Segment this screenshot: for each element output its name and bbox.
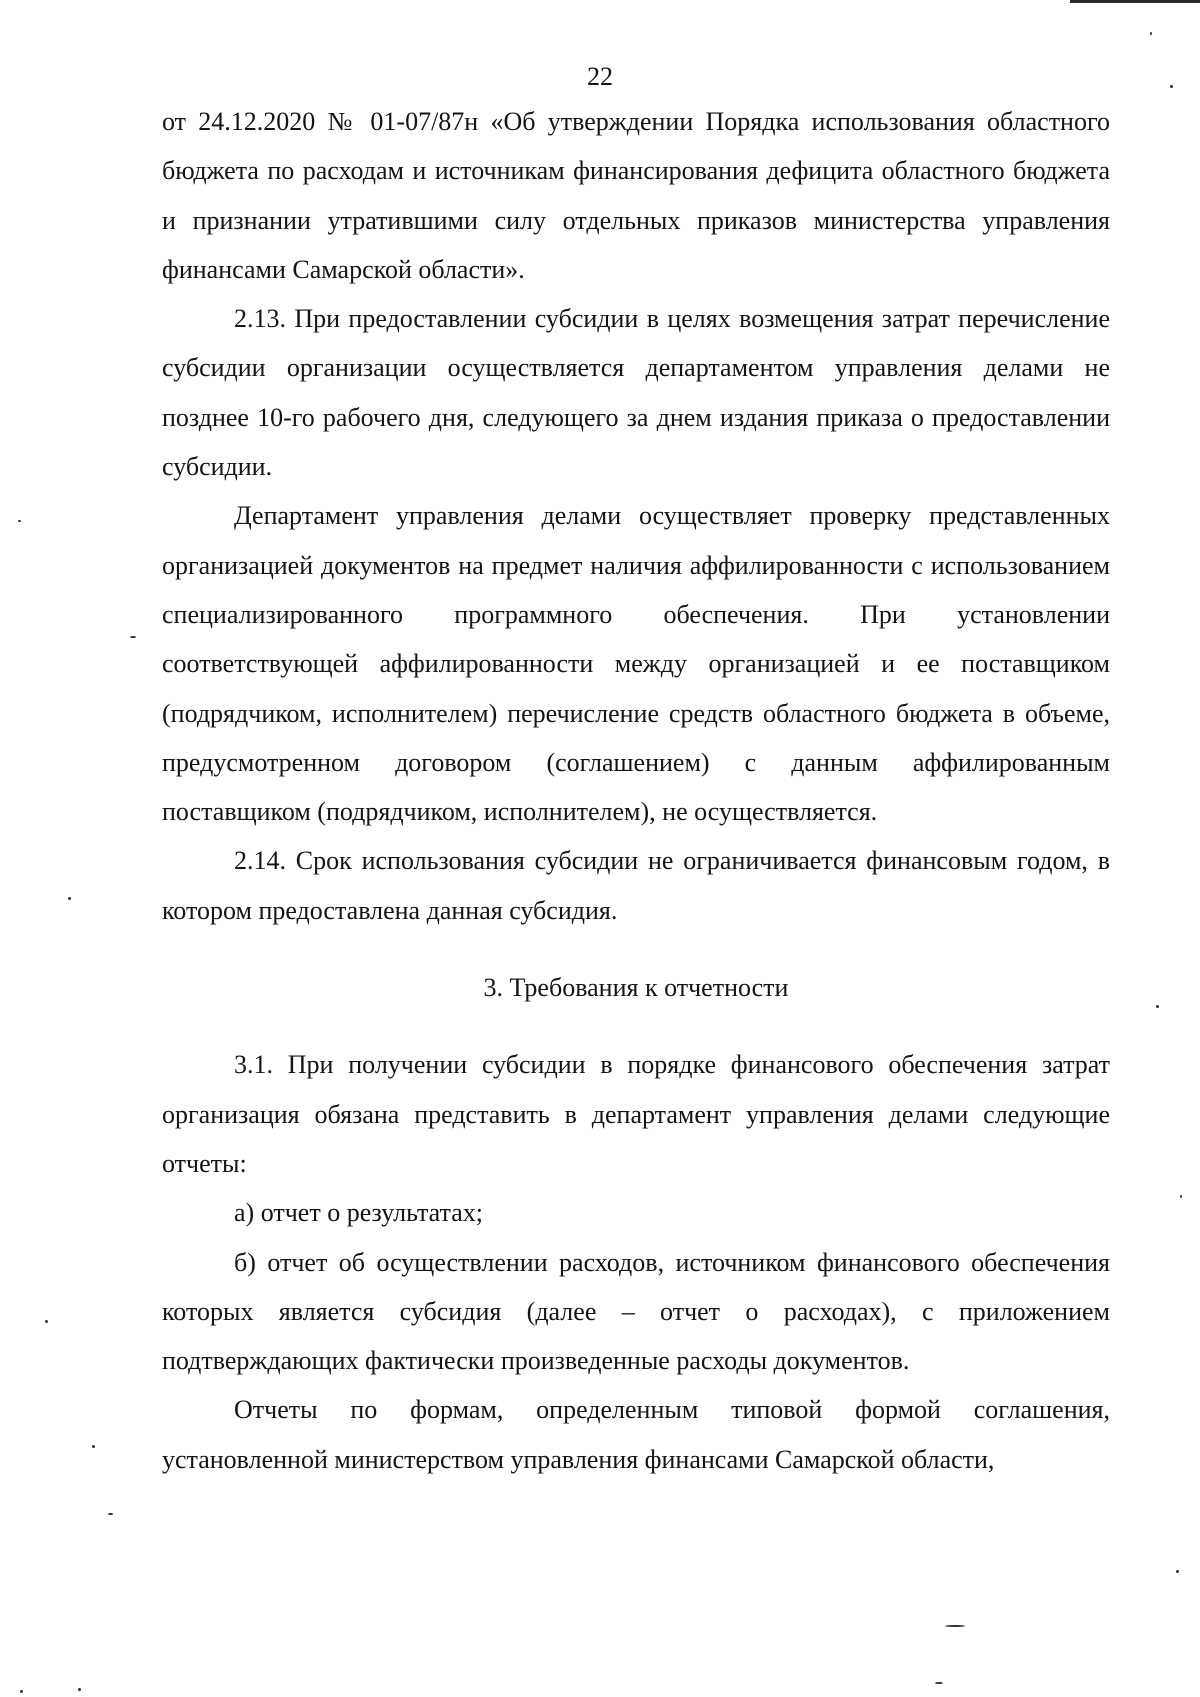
scan-speck <box>945 1625 965 1627</box>
scan-edge-mark <box>1070 0 1200 3</box>
paragraph-report-forms: Отчеты по формам, определенным типовой формой соглашения, установленной министерством управления финансами Самарской области, <box>162 1395 1110 1474</box>
scan-speck <box>130 636 136 638</box>
page-number: 22 <box>587 62 613 91</box>
list-item-b: б) отчет об осуществлении расходов, источником финансового обеспечения которых является субсидия (далее – отчет о расходах), с приложением подтверждающих фактически произведенные расходы документов. <box>162 1247 1110 1376</box>
paragraph-2-14: 2.14. Срок использования субсидии не ограничивается финансовым годом, в котором предоставлена данная субсидия. <box>162 846 1110 925</box>
scan-speck <box>1176 1570 1179 1573</box>
scan-speck <box>92 1445 95 1448</box>
section-heading: 3. Требования к отчетности <box>483 973 789 1003</box>
list-item-a: а) отчет о результатах; <box>234 1198 483 1228</box>
scan-speck <box>78 1688 81 1691</box>
scan-speck <box>68 897 71 900</box>
paragraph-2-13: 2.13. При предоставлении субсидии в целях возмещения затрат перечисление субсидии организации осуществляется департаментом управления делами не позднее 10-го рабочего дня, следующего за днем издания приказа о предоставлении субсидии. <box>162 304 1110 482</box>
scan-speck <box>108 1513 113 1515</box>
scan-speck <box>45 1320 48 1323</box>
paragraph-3-1: 3.1. При получении субсидии в порядке финансового обеспечения затрат организация обязана представить в департамент управления делами следующие отчеты: <box>162 1050 1110 1178</box>
scan-speck <box>1150 32 1152 35</box>
scan-speck <box>20 1690 23 1693</box>
scan-speck <box>935 1682 943 1684</box>
paragraph-affiliation-check: Департамент управления делами осуществляет проверку представленных организацией документов на предмет наличия аффилированности с использованием специализированного программного обеспечения. При установлении соответствующей аффилированности между организацией и ее поставщиком (подрядчиком, исполнителем) перечисление средств областного бюджета в объеме, предусмотренном договором (соглашением) с данным аффилированным поставщиком (подрядчиком, исполнителем), не осуществляется. <box>162 501 1110 827</box>
scan-speck <box>1170 85 1173 88</box>
document-body <box>162 97 1110 1484</box>
scan-speck <box>18 520 21 522</box>
scan-speck <box>1156 1005 1159 1008</box>
scan-speck <box>1180 1195 1182 1198</box>
paragraph-continuation: от 24.12.2020 № 01-07/87н «Об утверждении Порядка использования областного бюджета по расходам и источникам финансирования дефицита областного бюджета и признании утратившими силу отдельных приказов министерства управления финансами Самарской области». <box>162 107 1110 284</box>
